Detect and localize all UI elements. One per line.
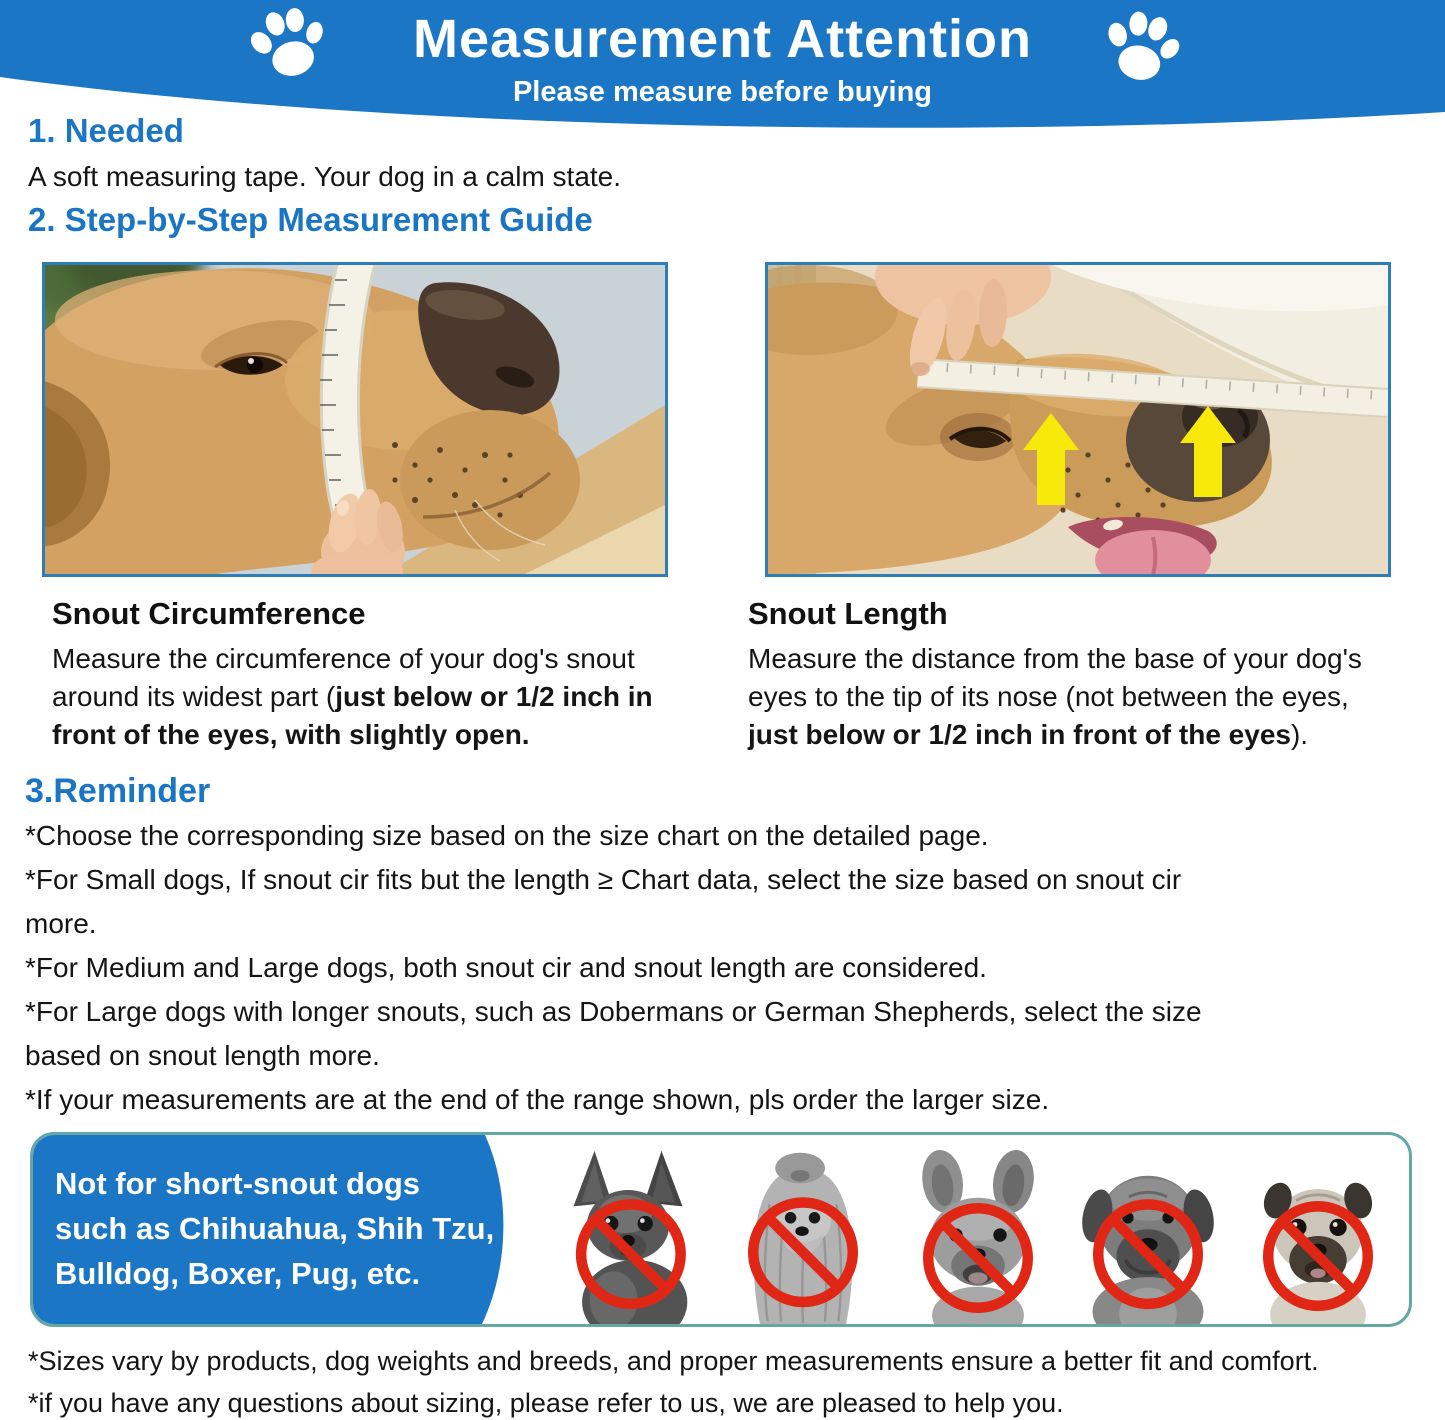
footer-note: *Sizes vary by products, dog weights and breeds, and proper measurements ensure a better fit and comfort. xyxy=(28,1346,1319,1376)
needed-body-text: A soft measuring tape. Your dog in a calm state. xyxy=(28,161,622,192)
text-segment: front of the eyes, with slightly open. xyxy=(52,719,530,750)
text-segment: ). xyxy=(1290,719,1309,750)
banned-dog-mastiff xyxy=(1073,1147,1223,1324)
page-title: Measurement Attention xyxy=(412,9,1033,69)
reminder-line: *If your measurements are at the end of the range shown, pls order the larger size. xyxy=(25,1084,1050,1115)
caption-line xyxy=(748,640,1388,678)
caption-snout-length xyxy=(748,596,1388,754)
reminder-line: *For Large dogs with longer snouts, such as Dobermans or German Shepherds, select the size xyxy=(25,996,1202,1027)
reminder-line: *For Small dogs, If snout cir fits but the length ≥ Chart data, select the size based on snout cir xyxy=(25,864,1182,895)
caption-snout-circumference xyxy=(52,596,692,754)
banned-dog-pug xyxy=(1243,1147,1393,1324)
text-segment: Measure the distance from the base of your dog's xyxy=(748,643,1362,674)
warning-text xyxy=(55,1161,494,1296)
section-heading-guide: 2. Step-by-Step Measurement Guide xyxy=(28,201,593,238)
banned-dog-french-bulldog xyxy=(903,1147,1053,1324)
banned-dog-shih-tzu xyxy=(728,1147,878,1324)
caption-line xyxy=(52,640,692,678)
reminder-line: based on snout length more. xyxy=(25,1040,380,1071)
caption-line xyxy=(52,678,692,716)
section-heading-needed: 1. Needed xyxy=(28,112,184,149)
footer-note: *if you have any questions about sizing, please refer to us, we are pleased to help you. xyxy=(28,1388,1064,1418)
text-segment: just below or 1/2 inch in xyxy=(335,681,653,712)
text-segment: Measure the circumference of your dog's snout xyxy=(52,643,635,674)
text-segment: around its widest part ( xyxy=(52,681,336,712)
snout-circumference-photo xyxy=(42,262,668,577)
caption-line xyxy=(52,716,692,754)
page-subtitle: Please measure before buying xyxy=(512,76,933,108)
not-for-short-snout-dogs-box xyxy=(30,1132,1412,1327)
snout-length-photo xyxy=(765,262,1391,577)
warning-line: Bulldog, Boxer, Pug, etc. xyxy=(55,1256,421,1291)
banned-dog-chihuahua xyxy=(553,1147,703,1324)
caption-line xyxy=(748,716,1388,754)
reminder-line: *Choose the corresponding size based on the size chart on the detailed page. xyxy=(25,820,989,851)
text-segment: eyes to the tip of its nose (not between the eyes, xyxy=(748,681,1349,712)
caption-title: Snout Length xyxy=(748,596,948,631)
section-heading-reminder: 3.Reminder xyxy=(25,772,211,810)
text-segment: just below or 1/2 inch in front of the eyes xyxy=(748,719,1291,750)
warning-line: Not for short-snout dogs xyxy=(55,1166,421,1201)
caption-line xyxy=(748,678,1388,716)
reminder-line: *For Medium and Large dogs, both snout cir and snout length are considered. xyxy=(25,952,987,983)
reminder-line: more. xyxy=(25,908,97,939)
caption-title: Snout Circumference xyxy=(52,596,366,631)
warning-line: such as Chihuahua, Shih Tzu, xyxy=(55,1211,495,1246)
